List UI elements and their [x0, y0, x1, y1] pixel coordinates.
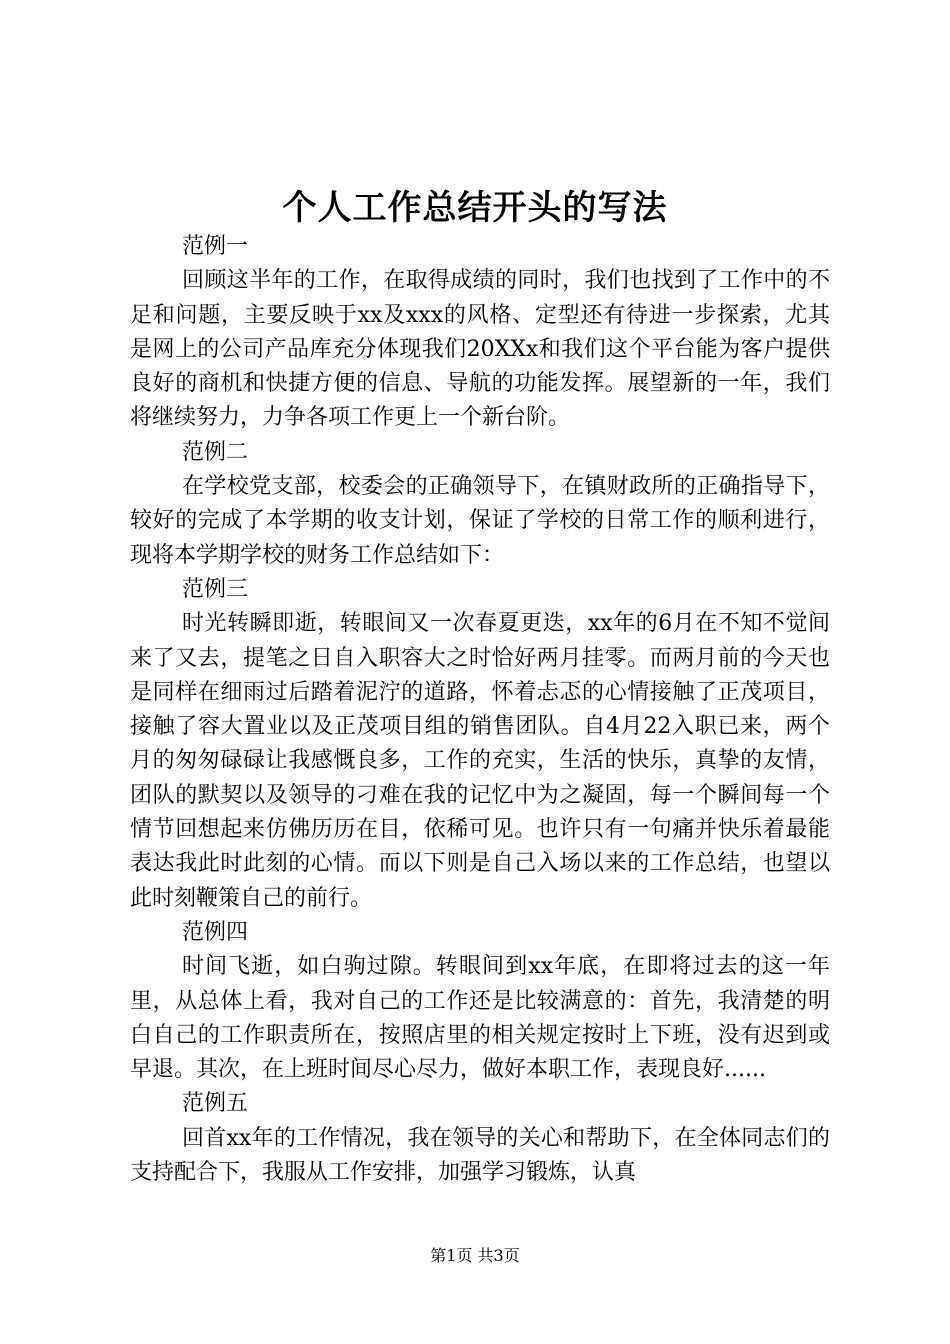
section-paragraph: 在学校党支部，校委会的正确领导下，在镇财政所的正确指导下，较好的完成了本学期的收支计划，保证了学校的日常工作的顺利进行，现将本学期学校的财务工作总结如下： [130, 474, 830, 568]
section-heading: 范例三 [182, 576, 249, 602]
section-heading: 范例一 [182, 234, 249, 259]
section-paragraph: 时间飞逝，如白驹过隙。转眼间到xx年底，在即将过去的这一年里，从总体上看，我对自己的工作还是比较满意的：首先，我清楚的明白自己的工作职责所在，按照店里的相关规定按时上下班，没有迟到或早退。其次，在上班时间尽心尽力，做好本职工作，表现良好...... [130, 954, 830, 1083]
section-heading: 范例二 [182, 439, 249, 465]
section-heading: 范例五 [182, 1091, 249, 1117]
section-heading: 范例四 [182, 919, 249, 945]
document-title: 个人工作总结开头的写法 [282, 188, 668, 228]
document-body [130, 230, 830, 1190]
section-paragraph: 回首xx年的工作情况，我在领导的关心和帮助下，在全体同志们的支持配合下，我服从工作安排，加强学习锻炼，认真 [130, 1125, 830, 1186]
section-paragraph: 回顾这半年的工作，在取得成绩的同时，我们也找到了工作中的不足和问题，主要反映于xx及xxx的风格、定型还有待进一步探索，尤其是网上的公司产品库充分体现我们20XXx和我们这个平台能为客户提供良好的商机和快捷方便的信息、导航的功能发挥。展望新的一年，我们将继续努力，力争各项工作更上一个新台阶。 [130, 268, 830, 431]
page-footer: 第1页 共3页 [430, 1246, 520, 1265]
section-paragraph: 时光转瞬即逝，转眼间又一次春夏更迭，xx年的6月在不知不觉间来了又去，提笔之日自入职容大之时恰好两月挂零。而两月前的今天也是同样在细雨过后踏着泥泞的道路，怀着忐忑的心情接触了正茂项目，接触了容大置业以及正茂项目组的销售团队。自4月22入职已来，两个月的匆匆碌碌让我感慨良多，工作的充实，生活的快乐，真挚的友情，团队的默契以及领导的刁难在我的记忆中为之凝固，每一个瞬间每一个情节回想起来仿佛历历在目，依稀可见。也许只有一句痛并快乐着最能表达我此时此刻的心情。而以下则是自己入场以来的工作总结，也望以此时刻鞭策自己的前行。 [130, 611, 830, 911]
